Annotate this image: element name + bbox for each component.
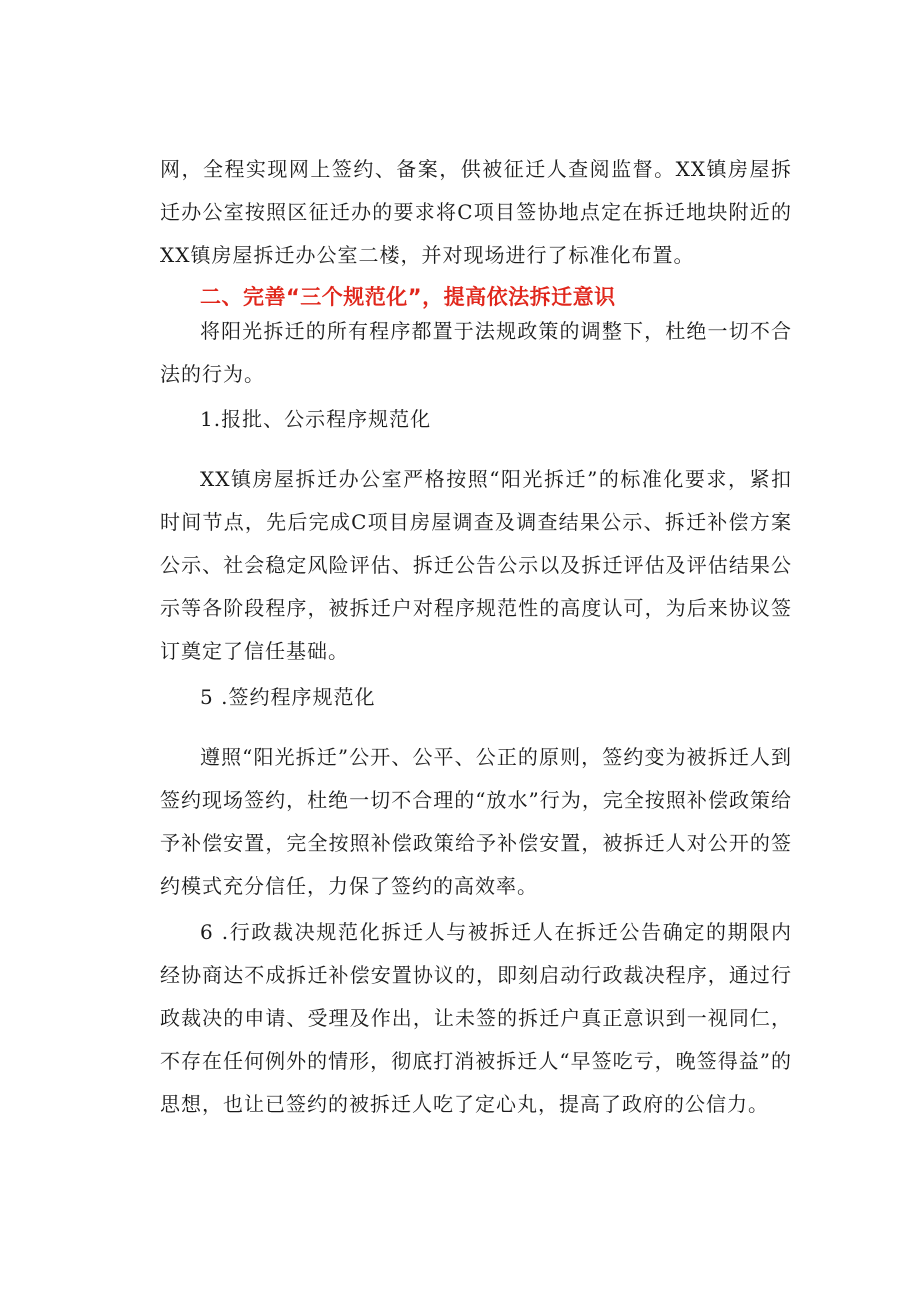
section-heading: 二、完善“三个规范化”，提高依法拆迁意识 <box>200 285 616 309</box>
paragraph-intro: 将阳光拆迁的所有程序都置于法规政策的调整下，杜绝一切不合法的行为。 <box>160 319 792 386</box>
paragraph-approval-publicity: XX镇房屋拆迁办公室严格按照“阳光拆迁”的标准化要求，紧扣时间节点，先后完成C项目房屋调查及调查结果公示、拆迁补偿方案公示、社会稳定风险评估、拆迁公告公示以及拆迁评估及评估结果公示等各阶段程序，被拆迁户对程序规范性的高度认可，为后来协议签订奠定了信任基础。 <box>160 467 792 663</box>
subheading-approval-publicity: 1.报批、公示程序规范化 <box>200 407 432 431</box>
subheading-signing-procedure: 5 .签约程序规范化 <box>200 685 376 709</box>
paragraph-signing-procedure: 遵照“阳光拆迁”公开、公平、公正的原则，签约变为被拆迁人到签约现场签约，杜绝一切不合理的“放水”行为，完全按照补偿政策给予补偿安置，完全按照补偿政策给予补偿安置，被拆迁人对公开的签约模式充分信任，力保了签约的高效率。 <box>160 745 792 898</box>
paragraph-administrative-ruling: 6 .行政裁决规范化拆迁人与被拆迁人在拆迁公告确定的期限内经协商达不成拆迁补偿安置协议的，即刻启动行政裁决程序，通过行政裁决的申请、受理及作出，让未签的拆迁户真正意识到一视同仁，不存在任何例外的情形，彻底打消被拆迁人“早签吃亏，晚签得益”的思想，也让已签约的被拆迁人吃了定心丸，提高了政府的公信力。 <box>160 920 792 1116</box>
paragraph-continuation: 网，全程实现网上签约、备案，供被征迁人查阅监督。XX镇房屋拆迁办公室按照区征迁办的要求将C项目签协地点定在拆迁地块附近的XX镇房屋拆迁办公室二楼，并对现场进行了标准化布置。 <box>160 157 792 267</box>
